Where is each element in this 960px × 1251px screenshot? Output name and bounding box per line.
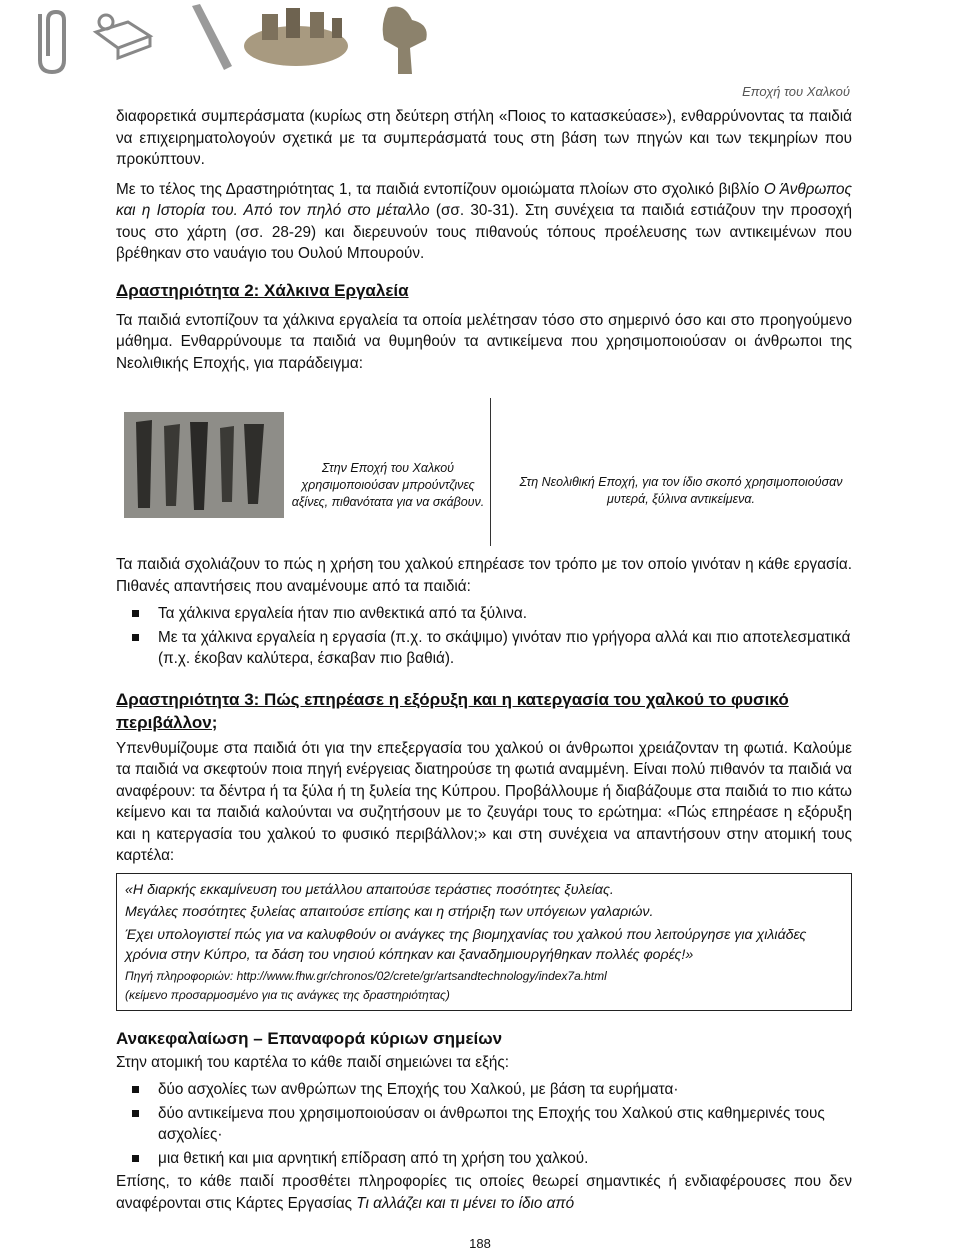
bronze-age-caption: Στην Εποχή του Χαλκού χρησιμοποιούσαν μπρούντζινες αξίνες, πιθανότατα για να σκάβουν. (291, 461, 485, 509)
page-content (116, 106, 852, 1214)
list-item: Τα χάλκινα εργαλεία ήταν πιο ανθεκτικά από τα ξύλινα. (116, 603, 852, 625)
quote-box (116, 873, 852, 1011)
list-item: μια θετική και μια αρνητική επίδραση από τη χρήση του χαλκού. (116, 1148, 852, 1170)
bullet-icon (132, 610, 139, 617)
activity2-paragraph: Τα παιδιά εντοπίζουν τα χάλκινα εργαλεία τα οποία μελέτησαν τόσο στο σημερινό όσο και στο προηγούμενο μάθημα. Ενθαρρύνουμε τα παιδιά να θυμηθούν τα αντικείμενα που χρησιμοποιούσαν οι άνθρωποι της Νεολιθικής Εποχής, για παράδειγμα: (116, 311, 852, 372)
quote-source-note: (κείμενο προσαρμοσμένο για τις ανάγκες της δραστηριότητας) (125, 987, 450, 1002)
list-item: δύο ασχολίες των ανθρώπων της Εποχής του Χαλκού, με βάση τα ευρήματα· (116, 1079, 852, 1101)
bullet-icon (132, 1155, 139, 1162)
pen-icon (192, 4, 232, 70)
artifact-image (244, 8, 348, 66)
activity2-heading: Δραστηριότητα 2: Χάλκινα Εργαλεία (116, 280, 409, 300)
intro-paragraph: διαφορετικά συμπεράσματα (κυρίως στη δεύτερη στήλη «Ποιος το κατασκεύασε»), ενθαρρύνοντας τα παιδιά να επιχειρηματολογούν σχετικά με τα συμπεράσματά τους στη βάση των πηγών και των τεκμηρίων που προκύπτουν. (116, 108, 852, 168)
activity3-paragraph: Υπενθυμίζουμε στα παιδιά ότι για την επεξεργασία του χαλκού οι άνθρωποι χρειάζονταν τη φωτιά. Καλούμε τα παιδιά να σκεφτούν ποια πηγή ενέργειας διατηρούσε τη φωτιά αναμμένη. Είναι πολύ πιθανόν τα παιδιά να αναφέρουν: τα δέντρα ή τα ξύλα ή τη ξυλεία της Κύπρου. Προβάλλουμε ή διαβάζουμε στα παιδιά το πιο κάτω κείμενο και τα παιδιά καλούνται να συζητήσουν με το ζευγάρι τους το ερώτημα: «Πώς επηρέασε η εξόρυξη και η κατεργασία του χαλκού το φυσικό περιβάλλον;» και στη συνέχεια να απαντήσουν στην ατομική τους καρτέλα: (116, 739, 852, 864)
intro-paragraph-2: Με το τέλος της Δραστηριότητας 1, τα παιδιά εντοπίζουν ομοιώματα πλοίων στο σχολικό βιβλίο Ο Άνθρωπος και η Ιστορία του. Από τον πηλό στο μέταλλο (σσ. 30-31). Στη συνέχεια τα παιδιά εστιάζουν την προσοχή τους στο χάρτη (σσ. 28-29) και διερευνούν τους πιθανούς τόπους προέλευσης των αντικειμένων που βρέθηκαν στο ναυάγιο του Ουλού Μπουρούν. (116, 180, 852, 262)
figure-divider (490, 398, 491, 546)
summary-list (116, 1079, 852, 1169)
neolithic-caption: Στη Νεολιθική Εποχή, για τον ίδιο σκοπό χρησιμοποιούσαν μυτερά, ξύλινα αντικείμενα. (519, 475, 843, 506)
bullet-icon (132, 1086, 139, 1093)
list-item: δύο αντικείμενα που χρησιμοποιούσαν οι άνθρωποι της Εποχής του Χαλκού στις καθημερινές τους ασχολίες· (116, 1103, 852, 1146)
bullet-icon (132, 1110, 139, 1117)
activity3-heading: Δραστηριότητα 3: Πώς επηρέασε η εξόρυξη και η κατεργασία του χαλκού το φυσικό περιβάλλον; (116, 689, 789, 732)
activity2-discussion: Τα παιδιά σχολιάζουν το πώς η χρήση του χαλκού επηρέασε τον τρόπο με τον οποίο γινόταν η κάθε εργασία. Πιθανές απαντήσεις που αναμένουμε από τα παιδιά: (116, 556, 852, 595)
bullet-icon (132, 634, 139, 641)
book-icon (96, 15, 150, 58)
quote-line: Μεγάλες ποσότητες ξυλείας απαιτούσε επίσης και η στήριξη των υπόγειων γαλαριών. (125, 904, 654, 920)
summary-closing-paragraph: Επίσης, το κάθε παιδί προσθέτει πληροφορίες τις οποίες θεωρεί σημαντικές ή ενδιαφέρουσες που δεν αναφέρονται στις Κάρτες Εργασίας Τι αλλάζει και τι μένει το ίδιο από (116, 1173, 852, 1212)
bronze-axes-photo (124, 412, 284, 518)
page-number: 188 (469, 1236, 491, 1251)
quote-line: Έχει υπολογιστεί πώς για να καλυφθούν οι ανάγκες της βιομηχανίας του χαλκού που λειτούργησε για χιλιάδες χρόνια στην Κύπρο, τα δάση του νησιού κόπηκαν και ξαναδημιουργήθηκαν πολλές φορές!» (125, 926, 807, 963)
summary-heading: Ανακεφαλαίωση – Επαναφορά κύριων σημείων (116, 1028, 503, 1048)
list-item: Με τα χάλκινα εργαλεία η εργασία (π.χ. το σκάψιμο) γινόταν πιο γρήγορα αλλά και πιο αποτελεσματικά (π.χ. έκοβαν καλύτερα, έσκαβαν πιο βαθιά). (116, 627, 852, 670)
quote-source: Πηγή πληροφοριών: http://www.fhw.gr/chronos/02/crete/gr/artsandtechnology/index7a.html (125, 968, 607, 983)
activity2-answers (116, 603, 852, 670)
quote-line: «Η διαρκής εκκαμίνευση του μετάλλου απαιτούσε τεράστιες ποσότητες ξυλείας. (125, 881, 614, 898)
header-title: Εποχή του Χαλκού (742, 84, 850, 99)
paperclip-icon (40, 12, 64, 72)
tools-figure (116, 386, 852, 546)
summary-paragraph: Στην ατομική του καρτέλα το κάθε παιδί σημειώνει τα εξής: (116, 1053, 510, 1071)
figurine-image (383, 7, 427, 75)
header-decoration (0, 0, 960, 78)
